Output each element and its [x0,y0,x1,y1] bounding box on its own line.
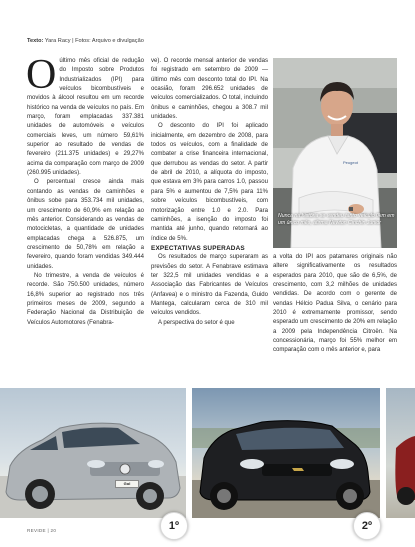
credits-line [27,38,144,44]
paragraph: O percentual cresce ainda mais contando as vendas de caminhões e ônibus sobe para 353.734 mil unidades, um crescimento de 60,9% em relação ao mês anterior. Considerando as vendas de motocicletas, a quantidade de unidades emplacadas chega a 526.875, um crescimento de 50,78% em relação a fevereiro, quando foram vendidas 349.444 unidades. [27,179,144,270]
paragraph: a volta do IPI aos patamares originais não altere significativamente os resultados esperados para 2010, que são de 6,5%, de crescimento, com 3,2 milhões de unidades vendidas. De acordo com o gerente de vendas Hélcio Padua Silva, o cenário para 2010 é extremamente promissor, sendo esperado um crescimento de 20% em relação a 2009 pela Independência Citroën. Na concessionária, março foi 55% melhor em comparação com o mês anterior e, para [273,254,397,354]
car-photo-partial [386,388,415,518]
article-column-2 [151,57,268,328]
car-photo-silver [0,388,186,518]
car-photo-black [192,388,380,518]
paragraph-text: último mês oficial de redução do Imposto sobre Produtos Industrializados (IPI) para veículos bicombustíveis e movidos à álcool resultou em um recorde histórico na venda de veículos no país. Em março, foram emplacadas 337.381 unidades de automóveis e veículos comerciais leves, um número 59,61% superior ao resultado de vendas de fevereiro (211.375 unidades) e 29,27% acima da comparação com março de 2009 (260.995 unidades). [27,58,144,177]
license-plate: Gol [115,480,139,488]
black-hatchback-illustration [192,388,380,518]
paragraph: O desconto do IPI foi aplicado inicialmente, em dezembro de 2008, para todos os veículos, com a finalidade de combater a crise financeira internacional, que derrubou as vendas do setor. A partir de abril de 2010, a alíquota do imposto, que estava em 3% para carros 1.0, passou para 5% e aumentou de 7,5% para 11% sobre veículos bicombustíveis, com motorização entre 1.0 e 2.0. Para caminhões, a isenção do imposto foi mantida até junho, quando retornará ao índice de 5%. [151,123,268,242]
article-column-1 [26,52,144,328]
paragraph: Os resultados de março superaram as previsões do setor. A Fenabrave estimava ter 322,5 mil unidades vendidas e a Associação das Fabricantes de Veículos (Anfavea) e o ministro da Fazenda, Guido Mantega, calcularam cerca de 310 mil veículos vendidos. [151,254,268,317]
paragraph [26,52,144,178]
paragraph: ve). O recorde mensal anterior de vendas foi registrado em setembro de 2009 — último mês com desconto total do IPI. Na ocasião, foram 296.652 unidades de veículos comercializados. O total, incluindo ônibus e caminhões, chegou a 308.7 mil unidades. [151,58,268,121]
credits-text: Yara Racy | Fotos: Arquivo e divulgação [43,38,144,44]
page-footer: REVIDE | 20 [27,528,57,533]
paragraph: No trimestre, a venda de veículos é recorde. São 750.500 unidades, número 16,8% superior ao registrado nos três primeiros meses de 2009, segundo a Federação Nacional da Distribuição de Veículos Automotores (Fenabra- [27,272,144,326]
paragraph: A perspectiva do setor é que [158,319,235,326]
partial-car-illustration [386,388,415,518]
drop-cap: O [26,52,57,98]
svg-text:Peugeot: Peugeot [343,160,358,165]
article-column-3 [273,253,397,356]
credits-label: Texto: [27,38,44,44]
photo-caption: Nunca na história se vendeu tanto veículo 0km em um único mês, afirma Newton Cinchin Junior [278,213,395,226]
silver-hatchback-illustration [0,388,186,518]
rank-badge-second: 2º [353,512,381,540]
section-heading: EXPECTATIVAS SUPERADAS [151,244,245,252]
rank-badge-first: 1º [160,512,188,540]
